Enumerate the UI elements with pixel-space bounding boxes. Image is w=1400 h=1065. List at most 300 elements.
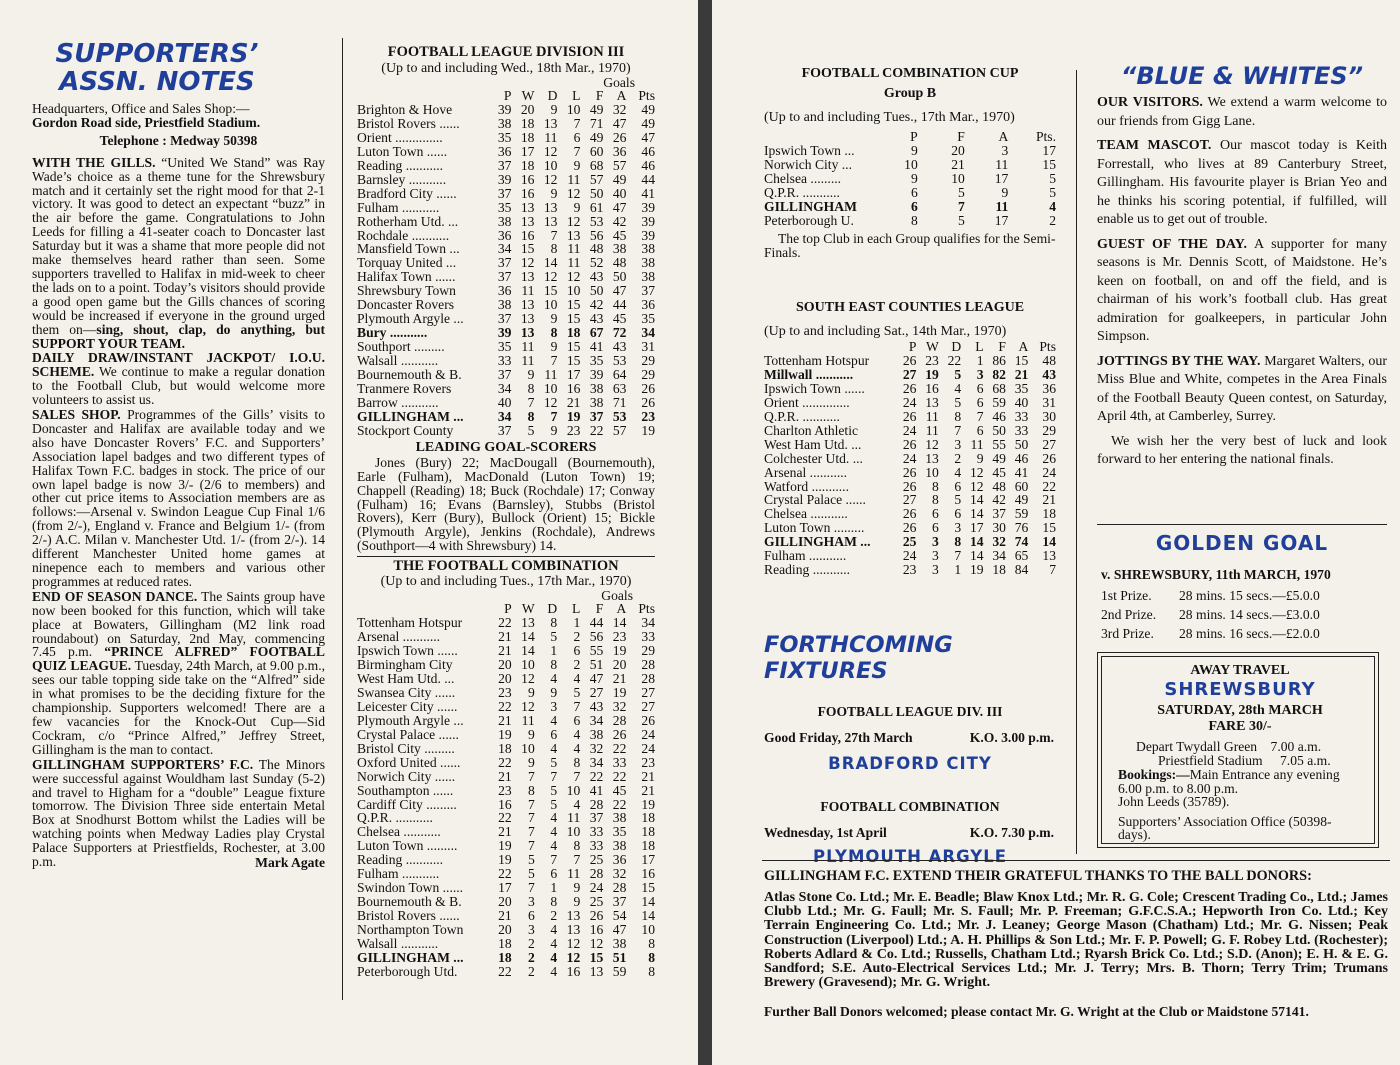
stat-cell: 33 xyxy=(497,353,512,369)
stat-cell: 21 xyxy=(498,643,512,659)
column-header: A xyxy=(998,129,1009,144)
stat-cell: 3 xyxy=(976,366,984,382)
team-name: Norwich City ...... xyxy=(357,768,456,784)
table-row xyxy=(357,187,655,201)
stat-cell: 6 xyxy=(550,726,558,742)
travel-bookings-text: Main Entrance any evening 6.00 p.m. to 8.00 p.m. xyxy=(1118,767,1340,796)
stat-cell: 24 xyxy=(1042,464,1056,480)
combination-table xyxy=(357,602,655,979)
travel-contact: John Leeds (35789). xyxy=(1118,794,1230,809)
stat-cell: 7 xyxy=(954,548,962,564)
stat-cell: 22 xyxy=(612,740,627,756)
stat-cell: 6 xyxy=(573,643,581,659)
team-name: Southampton ...... xyxy=(357,782,454,798)
table-row xyxy=(357,867,655,881)
stat-cell: 7 xyxy=(527,880,535,896)
stat-cell: 36 xyxy=(497,227,512,243)
team-name: Orient .............. xyxy=(764,394,850,410)
stat-cell: 22 xyxy=(612,796,627,812)
stat-cell: 18 xyxy=(498,950,512,965)
team-name: GILLINGHAM ... xyxy=(764,534,871,550)
stat-cell: 74 xyxy=(1014,534,1029,550)
stat-cell: 25 xyxy=(589,852,604,868)
stat-cell: 22 xyxy=(498,810,512,826)
stat-cell: 49 xyxy=(992,450,1006,466)
rule xyxy=(762,860,1390,861)
table-row xyxy=(764,480,1056,494)
stat-cell: 46 xyxy=(1014,450,1029,466)
stat-cell: 71 xyxy=(612,394,627,410)
stat-cell: 3 xyxy=(932,562,939,578)
stat-cell: 28 xyxy=(612,712,627,728)
stat-cell: 22 xyxy=(498,754,512,770)
fixtures-league-line xyxy=(764,730,1056,746)
stat-cell: 57 xyxy=(589,171,604,187)
table-row xyxy=(764,200,1056,214)
stat-cell: 7 xyxy=(573,143,581,159)
stat-cell: 41 xyxy=(1014,464,1029,480)
bw-paragraph-heading: JOTTINGS BY THE WAY. xyxy=(1097,353,1261,369)
team-name: Arsenal ........... xyxy=(764,464,848,480)
paragraph-text: The Minors were successful against Wouldham last Sunday (5-2) and travel to Higham for a “double” League fixture tomorrow. The Division Three side entertain Metal Box at Snodhurst Bottom whilst the Ladies will be watching points when Medway Ladies play Crystal Palace Supporters at Priestfields, Rochester, at 3.00 p.m. xyxy=(32,756,325,870)
stat-cell: 34 xyxy=(497,408,512,424)
table-row xyxy=(357,215,655,229)
team-name: Luton Town ......... xyxy=(764,520,865,536)
stat-cell: 43 xyxy=(589,311,604,327)
table-row xyxy=(764,368,1056,382)
team-name: Doncaster Rovers xyxy=(357,297,455,313)
stat-cell: 13 xyxy=(520,311,535,327)
supporters-paragraph xyxy=(32,351,325,407)
bw-paragraph xyxy=(1097,94,1387,131)
stat-cell: 9 xyxy=(573,199,581,215)
stat-cell: 14 xyxy=(641,894,655,910)
stat-cell: 47 xyxy=(612,199,627,215)
table-row xyxy=(357,242,655,256)
stat-cell: 20 xyxy=(498,656,512,672)
stat-cell: 37 xyxy=(497,367,512,383)
stat-cell: 4 xyxy=(550,922,558,938)
travel-depart-1-time: 7.00 a.m. xyxy=(1270,739,1322,754)
stat-cell: 24 xyxy=(589,880,604,896)
team-name: Orient .............. xyxy=(357,129,443,145)
stat-cell: 5 xyxy=(1049,170,1056,186)
stat-cell: 9 xyxy=(550,422,558,438)
stat-cell: 29 xyxy=(641,353,655,369)
stat-cell: 44 xyxy=(589,615,604,631)
table-row xyxy=(357,895,655,909)
bw-paragraphs xyxy=(1097,94,1387,470)
stat-cell: 4 xyxy=(573,796,581,812)
stat-cell: 48 xyxy=(1042,352,1056,368)
stat-cell: 26 xyxy=(612,726,627,742)
table-row xyxy=(357,937,655,951)
paragraph-heading: SALES SHOP. xyxy=(32,407,121,423)
column-divider xyxy=(1076,70,1077,854)
stat-cell: 5 xyxy=(550,754,558,770)
stat-cell: 7 xyxy=(550,353,558,369)
stat-cell: 10 xyxy=(543,157,558,173)
table-row xyxy=(357,742,655,756)
stat-cell: 2 xyxy=(527,963,535,979)
team-name: Barrow ........... xyxy=(357,394,439,410)
stat-cell: 14 xyxy=(969,534,984,550)
stat-cell: 20 xyxy=(612,656,627,672)
stat-cell: 37 xyxy=(497,269,512,285)
table-header-row xyxy=(357,602,655,616)
team-name: Millwall ........... xyxy=(764,366,854,382)
scorers-text: Jones (Bury) 22; MacDougall (Bournemouth), Earle (Fulham), MacDonald (Luton Town) 19; Chappell (Reading) 18; Buck (Rochdale) 17; Conway (Fulham) 16; Evans (Barnsley), Stubbs (Bristol Rovers), Kerr (Bury), Bullock (Orient) 15; Bickle (Plymouth Argyle), Jenkins (Rochdale), Andrews (Southport—4 with Shrewsbury) 14. xyxy=(357,454,655,554)
stat-cell: 32 xyxy=(612,866,627,882)
stat-cell: 9 xyxy=(910,170,918,186)
travel-bookings xyxy=(1118,768,1362,795)
rule xyxy=(357,556,655,557)
stat-cell: 10 xyxy=(566,283,581,299)
stat-cell: 14 xyxy=(969,548,984,564)
stat-cell: 5 xyxy=(527,866,535,882)
travel-date: SATURDAY, 28th MARCH xyxy=(1157,703,1323,718)
stat-cell: 3 xyxy=(1001,142,1009,158)
paragraph-text: We continue to make a regular donation to the Football Club, but would welcome more volunteers to assist us. xyxy=(32,364,325,408)
stat-cell: 33 xyxy=(612,754,627,770)
column-header: L xyxy=(571,601,581,617)
team-name: West Ham Utd. ... xyxy=(357,670,455,686)
division-three-section xyxy=(357,44,655,979)
travel-fare: FARE 30/- xyxy=(1208,719,1272,734)
team-name: Ipswich Town ...... xyxy=(357,643,458,659)
table-row xyxy=(357,825,655,839)
stat-cell: 34 xyxy=(641,325,655,341)
stat-cell: 11 xyxy=(925,408,939,424)
team-name: Birmingham City xyxy=(357,656,453,672)
stat-cell: 11 xyxy=(567,241,581,257)
stat-cell: 24 xyxy=(902,394,917,410)
paragraph-text: Programmes of the Gills’ visits to Doncaster and Halifax are available today and we also have Doncaster Rovers’ F.C. and Supporters’ Association lapel badges and two different types of Halifax Town F.C. badges in stock. The price of our own lapel badge is now 3/- (2/6 to members) and other cut price items to Association members are as follows:—Arsenal v. Swindon League Cup Final 1/6 (from 2/-), England v. France and Belgium 1/- (from 2/-) A.C. Milan v. Manchester Utd. 1/- (from 2/-). 14 different Manchester United home games at ninepence each to members and various other programmes at reduced rates. xyxy=(32,407,325,589)
stat-cell: 6 xyxy=(976,394,984,410)
stat-cell: 7 xyxy=(976,408,984,424)
column-header: L xyxy=(975,339,984,354)
stat-cell: 23 xyxy=(641,754,655,770)
stat-cell: 19 xyxy=(498,852,512,868)
stat-cell: 48 xyxy=(992,478,1006,494)
stat-cell: 32 xyxy=(612,698,627,714)
stat-cell: 41 xyxy=(589,782,604,798)
stat-cell: 6 xyxy=(932,506,939,522)
table-row xyxy=(357,270,655,284)
stat-cell: 34 xyxy=(497,241,512,257)
fixtures-league-ko: K.O. 3.00 p.m. xyxy=(969,730,1054,745)
stat-cell: 7 xyxy=(1049,562,1056,578)
stat-cell: 26 xyxy=(1042,450,1056,466)
stat-cell: 4 xyxy=(550,936,558,952)
table-row xyxy=(357,229,655,243)
team-name: Q.P.R. ........... xyxy=(764,408,840,424)
stat-cell: 82 xyxy=(992,366,1006,382)
travel-bookings-label: Bookings:— xyxy=(1118,767,1190,782)
stat-cell: 59 xyxy=(992,394,1006,410)
bw-paragraph xyxy=(1097,353,1387,427)
stat-cell: 21 xyxy=(566,394,581,410)
stat-cell: 13 xyxy=(925,450,939,466)
stat-cell: 4 xyxy=(550,950,558,965)
stat-cell: 24 xyxy=(641,726,655,742)
team-name: Bournemouth & B. xyxy=(357,367,462,383)
team-name: Tranmere Rovers xyxy=(357,381,452,397)
table-row xyxy=(357,909,655,923)
stat-cell: 44 xyxy=(612,297,627,313)
stat-cell: 42 xyxy=(612,213,627,229)
team-name: Southport ......... xyxy=(357,339,445,355)
stat-cell: 24 xyxy=(641,740,655,756)
team-name: Fulham ........... xyxy=(357,199,440,215)
combination-title: THE FOOTBALL COMBINATION xyxy=(393,558,619,575)
stat-cell: 5 xyxy=(1049,184,1056,200)
stat-cell: 12 xyxy=(543,143,558,159)
prize-row xyxy=(1097,586,1387,605)
table-row xyxy=(357,881,655,895)
team-name: GILLINGHAM ... xyxy=(357,408,464,424)
stat-cell: 49 xyxy=(641,101,655,117)
right-page xyxy=(712,0,1400,1065)
stat-cell: 22 xyxy=(612,768,627,784)
secl-subtitle: (Up to and including Sat., 14th Mar., 1970) xyxy=(764,324,1007,339)
stat-cell: 11 xyxy=(521,353,535,369)
stat-cell: 11 xyxy=(995,198,1009,214)
stat-cell: 20 xyxy=(498,894,512,910)
stat-cell: 5 xyxy=(550,796,558,812)
stat-cell: 18 xyxy=(641,838,655,854)
stat-cell: 37 xyxy=(497,311,512,327)
stat-cell: 7 xyxy=(550,768,558,784)
stat-cell: 17 xyxy=(1042,142,1056,158)
stat-cell: 1 xyxy=(976,352,984,368)
bw-paragraph-text: Margaret Walters, our Miss Blue and White, competes in the Area Finals of the Football Beauty Queen contest, on Saturday, April 4th, at Camberley, Surrey. xyxy=(1097,353,1388,424)
bw-paragraph-heading: OUR VISITORS. xyxy=(1097,95,1203,110)
table-row xyxy=(357,145,655,159)
stat-cell: 26 xyxy=(589,908,604,924)
team-name: GILLINGHAM ... xyxy=(357,950,464,965)
team-name: GILLINGHAM xyxy=(764,198,857,214)
team-name: Swansea City ...... xyxy=(357,684,456,700)
stat-cell: 22 xyxy=(498,866,512,882)
stat-cell: 8 xyxy=(954,534,962,550)
stat-cell: 23 xyxy=(498,782,512,798)
prize-label: 3rd Prize. xyxy=(1101,626,1154,641)
stat-cell: 38 xyxy=(497,115,512,131)
table-row xyxy=(764,158,1056,172)
stat-cell: 41 xyxy=(589,339,604,355)
team-name: Bury ........... xyxy=(357,325,428,341)
stat-cell: 26 xyxy=(902,478,917,494)
stat-cell: 22 xyxy=(589,422,604,438)
team-name: Peterborough Utd. xyxy=(357,963,458,979)
stat-cell: 34 xyxy=(589,712,604,728)
ball-donors-section xyxy=(764,868,1388,1020)
header-spacer xyxy=(764,130,900,144)
secl-table xyxy=(764,340,1056,577)
stat-cell: 8 xyxy=(573,838,581,854)
away-travel-box xyxy=(1097,652,1379,848)
stat-cell: 14 xyxy=(1042,534,1056,550)
stat-cell: 57 xyxy=(612,422,627,438)
table-row xyxy=(764,521,1056,535)
stat-cell: 26 xyxy=(902,352,917,368)
fixtures-title: FORTHCOMING FIXTURES xyxy=(764,632,953,684)
stat-cell: 19 xyxy=(612,684,627,700)
stat-cell: 39 xyxy=(497,325,512,341)
stat-cell: 18 xyxy=(498,936,512,952)
table-row xyxy=(357,173,655,187)
paragraph-text: “United We Stand” was Ray Wade’s choice as a theme tune for the Shrewsbury match and it certainly set the right mood for that 2-1 victory. It was good to detect an expectant “buzz” in the air before the game. Congratulations to John Leeds for filling a 41-seater coach to Doncaster last Saturday but it was a shame that more people did not make themselves heard rather than seen. Some supporters travelled to Halifax in mid-week to cheer the lads on to a point. Today’s visitors should provide a good open game but the Gills chances of scoring would be increased if everyone in the ground urged them on— xyxy=(32,154,325,337)
stat-cell: 47 xyxy=(641,129,655,145)
stat-cell: 17 xyxy=(994,212,1009,228)
travel-depart-1-label: Depart Twydall Green xyxy=(1136,739,1258,754)
table-row xyxy=(357,644,655,658)
stat-cell: 1 xyxy=(550,643,558,659)
table-row xyxy=(357,340,655,354)
donors-text: Atlas Stone Co. Ltd.; Mr. E. Beadle; Blaw Knox Ltd.; Mr. R. G. Cole; Crescent Trading Co., Ltd.; James Clubb Ltd.; Mr. G. Faull; Mr. S. Faull; Mr. P. Freeman; G.F.C.S.A.; Hepworth Iron Co. Ltd.; Key Terrain Engineering Co. Ltd.; Mr. J. Leaney; George Mason (Chatham) Ltd.; Mr. G. Nissen; Peak Construction (Liverpool) Ltd.; A. H. Phillips & Son Ltd.; Mr. F. P. Powell; G. F. Robey Ltd. (Rochester); Roberts Adlard & Co. Ltd.; Russells, Chatham Ltd.; Ryarsh Brick Co. Ltd.; S.D. (Anon); E. H. & E. G. Sandford; S.E. Auto-Electrical Services Ltd.; Mr. J. Terry; Mrs. B. Thorn; Terry Trim; Trumans Brewery (Gravesend); Mr. G. Wright. xyxy=(764,890,1388,991)
stat-cell: 5 xyxy=(954,394,962,410)
stat-cell: 15 xyxy=(520,241,535,257)
stat-cell: 8 xyxy=(550,241,558,257)
stat-cell: 5 xyxy=(550,629,558,645)
team-name: Luton Town ......... xyxy=(357,838,458,854)
stat-cell: 38 xyxy=(589,394,604,410)
stat-cell: 28 xyxy=(641,670,655,686)
stat-cell: 12 xyxy=(925,436,939,452)
table-row xyxy=(357,728,655,742)
stat-cell: 6 xyxy=(573,712,581,728)
stat-cell: 7 xyxy=(550,408,558,424)
stat-cell: 86 xyxy=(992,352,1006,368)
header-spacer xyxy=(357,602,489,616)
team-name: Rochdale ........... xyxy=(357,227,450,243)
stat-cell: 16 xyxy=(641,866,655,882)
travel-depart-2-time: 7.05 a.m. xyxy=(1280,753,1331,768)
table-row xyxy=(357,923,655,937)
team-name: Plymouth Argyle ... xyxy=(357,712,464,728)
team-name: Fulham ........... xyxy=(357,866,440,882)
stat-cell: 14 xyxy=(969,506,984,522)
stat-cell: 37 xyxy=(497,422,512,438)
column-header: F xyxy=(595,601,604,617)
stat-cell: 11 xyxy=(521,712,535,728)
column-header: F xyxy=(998,339,1006,354)
stat-cell: 43 xyxy=(1042,366,1056,382)
stat-cell: 12 xyxy=(521,670,535,686)
stat-cell: 13 xyxy=(520,213,535,229)
stat-cell: 11 xyxy=(995,156,1009,172)
stat-cell: 8 xyxy=(527,408,535,424)
stat-cell: 26 xyxy=(902,380,917,396)
stat-cell: 9 xyxy=(573,880,581,896)
stat-cell: 16 xyxy=(498,796,512,812)
stat-cell: 6 xyxy=(910,198,918,214)
stat-cell: 18 xyxy=(641,810,655,826)
stat-cell: 8 xyxy=(648,963,655,979)
team-name: Oxford United ...... xyxy=(357,754,461,770)
stat-cell: 26 xyxy=(902,464,917,480)
stat-cell: 12 xyxy=(566,269,581,285)
table-row xyxy=(764,438,1056,452)
column-header: Pts xyxy=(638,601,655,617)
stat-cell: 18 xyxy=(498,740,512,756)
stat-cell: 17 xyxy=(994,170,1009,186)
stat-cell: 18 xyxy=(520,115,535,131)
stat-cell: 20 xyxy=(520,101,535,117)
stat-cell: 23 xyxy=(612,629,627,645)
stat-cell: 8 xyxy=(648,936,655,952)
table-row xyxy=(764,214,1056,228)
table-row xyxy=(764,354,1056,368)
stat-cell: 18 xyxy=(992,562,1006,578)
prize-row xyxy=(1097,624,1387,643)
stat-cell: 12 xyxy=(520,255,535,271)
stat-cell: 7 xyxy=(527,824,535,840)
stat-cell: 50 xyxy=(589,185,604,201)
stat-cell: 16 xyxy=(589,922,604,938)
stat-cell: 12 xyxy=(566,213,581,229)
stat-cell: 3 xyxy=(954,436,962,452)
stat-cell: 61 xyxy=(589,199,604,215)
stat-cell: 32 xyxy=(612,101,627,117)
supporters-paragraph xyxy=(32,590,325,757)
table-row xyxy=(764,186,1056,200)
stat-cell: 4 xyxy=(1049,198,1056,214)
stat-cell: 39 xyxy=(589,367,604,383)
stat-cell: 35 xyxy=(497,199,512,215)
table-row xyxy=(764,452,1056,466)
stat-cell: 9 xyxy=(550,185,558,201)
stat-cell: 28 xyxy=(641,656,655,672)
stat-cell: 6 xyxy=(910,184,918,200)
stat-cell: 8 xyxy=(932,492,939,508)
stat-cell: 27 xyxy=(641,684,655,700)
stat-cell: 4 xyxy=(954,464,962,480)
donors-title: GILLINGHAM F.C. EXTEND THEIR GRATEFUL THANKS TO THE BALL DONORS: xyxy=(764,868,1312,884)
stat-cell: 5 xyxy=(573,684,581,700)
stat-cell: 24 xyxy=(902,422,917,438)
stat-cell: 38 xyxy=(641,269,655,285)
stat-cell: 22 xyxy=(498,615,512,631)
stat-cell: 34 xyxy=(992,548,1006,564)
stat-cell: 49 xyxy=(612,171,627,187)
stat-cell: 49 xyxy=(1014,492,1029,508)
stat-cell: 33 xyxy=(1014,408,1029,424)
stat-cell: 7 xyxy=(573,698,581,714)
column-header: D xyxy=(547,88,558,103)
stat-cell: 1 xyxy=(954,562,962,578)
combination-goals-label: Goals xyxy=(601,588,633,604)
stat-cell: 19 xyxy=(498,726,512,742)
stat-cell: 39 xyxy=(641,199,655,215)
stat-cell: 2 xyxy=(573,656,581,672)
stat-cell: 47 xyxy=(612,115,627,131)
column-header: Pts xyxy=(1039,339,1056,354)
team-name: Charlton Athletic xyxy=(764,422,859,438)
stat-cell: 19 xyxy=(641,422,655,438)
stat-cell: 27 xyxy=(589,684,604,700)
stat-cell: 38 xyxy=(612,838,627,854)
stat-cell: 17 xyxy=(498,880,512,896)
table-row xyxy=(357,326,655,340)
stat-cell: 6 xyxy=(954,506,962,522)
paragraph-heading: END OF SEASON DANCE. xyxy=(32,588,198,604)
stat-cell: 5 xyxy=(958,184,965,200)
stat-cell: 28 xyxy=(589,866,604,882)
prize-time: 28 mins. 14 secs.—£3.0.0 xyxy=(1179,607,1320,622)
stat-cell: 6 xyxy=(527,908,535,924)
